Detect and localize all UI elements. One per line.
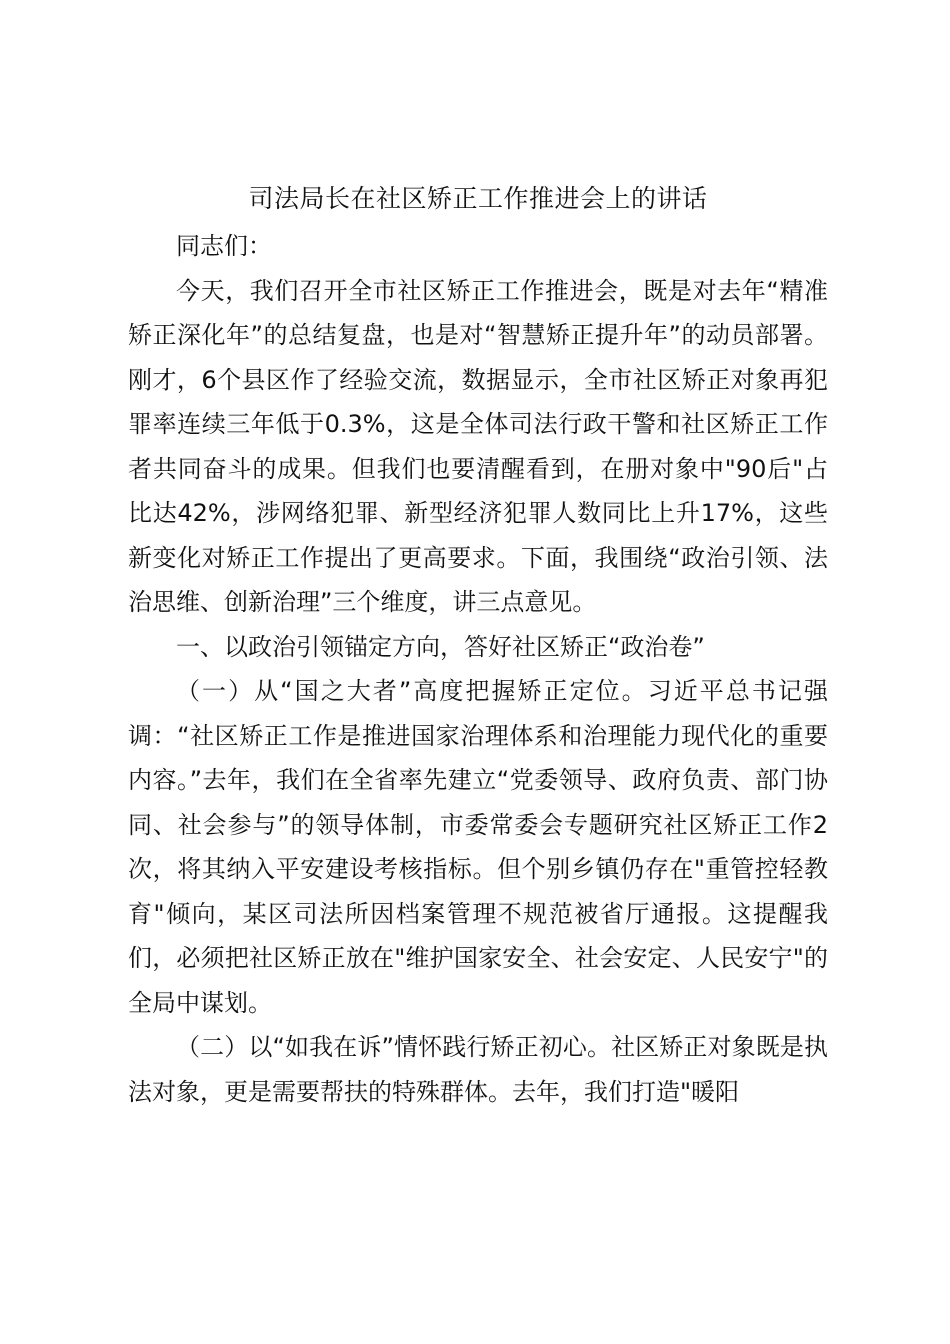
salutation: 同志们： bbox=[176, 232, 272, 260]
paragraph-1-2: （二）以“如我在诉”情怀践行矫正初心。社区矫正对象既是执法对象，更是需要帮扶的特殊群体。去年，我们打造"暖阳 bbox=[128, 1033, 828, 1106]
paragraph-intro: 今天，我们召开全市社区矫正工作推进会，既是对去年“精准矫正深化年”的总结复盘，也是对“智慧矫正提升年”的动员部署。刚才，6个县区作了经验交流，数据显示，全市社区矫正对象再犯罪率连续三年低于0.3%，这是全体司法行政干警和社区矫正工作者共同奋斗的成果。但我们也要清醒看到，在册对象中"90后"占比达42%，涉网络犯罪、新型经济犯罪人数同比上升17%，这些新变化对矫正工作提出了更高要求。下面，我围绕“政治引领、法治思维、创新治理”三个维度，讲三点意见。 bbox=[128, 276, 828, 616]
paragraph-1-1: （一）从“国之大者”高度把握矫正定位。习近平总书记强调：“社区矫正工作是推进国家治理体系和治理能力现代化的重要内容。”去年，我们在全省率先建立“党委领导、政府负责、部门协同、社会参与”的领导体制，市委常委会专题研究社区矫正工作2次，将其纳入平安建设考核指标。但个别乡镇仍存在"重管控轻教育"倾向，某区司法所因档案管理不规范被省厅通报。这提醒我们，必须把社区矫正放在"维护国家安全、社会安定、人民安宁"的全局中谋划。 bbox=[128, 677, 828, 1017]
document-body bbox=[128, 178, 828, 1114]
section-heading-1: 一、以政治引领锚定方向，答好社区矫正“政治卷” bbox=[176, 632, 705, 661]
document-title: 司法局长在社区矫正工作推进会上的讲话 bbox=[248, 184, 708, 213]
